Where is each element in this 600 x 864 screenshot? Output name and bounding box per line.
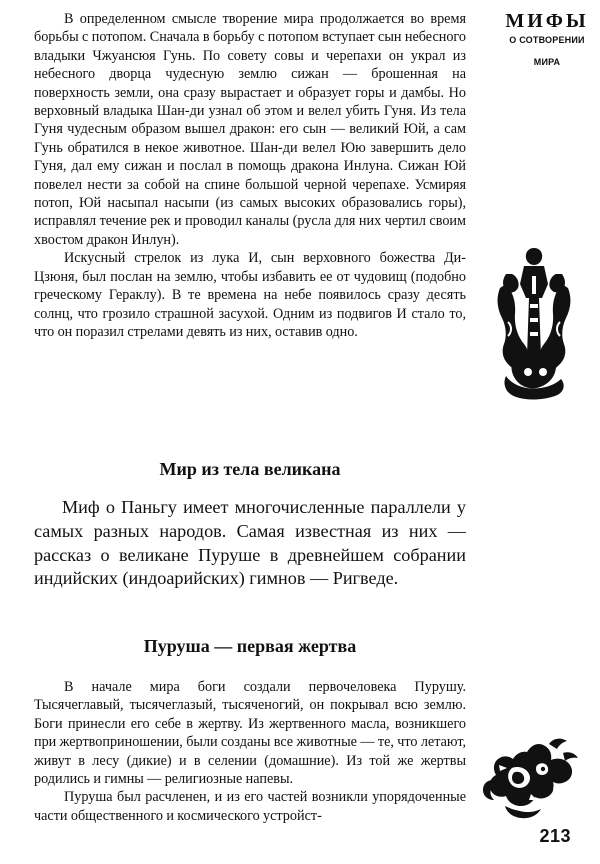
section-2-paragraph-1: В начале мира боги создали первочеловека Пурушу. Тысячеглавый, тысячеглазый, тысяченогий, он покрывал всю землю. Боги принесли его себе в жертву. Из жертвенного масла, возникшего при жертвоприношении, были созданы все животные — те, что летают, живут в лесу (дикие) и в селении (домашние). Из той же жертвы родились и гимны — религиозные напевы. <box>34 679 466 788</box>
intro-block <box>34 10 466 341</box>
section-heading-purusha: Пуруша — первая жертва <box>143 636 357 656</box>
running-header-subtitle: О СОТВОРЕНИИ <box>509 35 585 45</box>
section-2-paragraph-2: Пуруша был расчленен, и из его частей возникли упорядоченные части общественного и космического устройст- <box>34 789 466 824</box>
intro-text <box>34 10 466 341</box>
running-header-title: МИФЫ <box>505 10 589 32</box>
intro-paragraph-2: Искусный стрелок из лука И, сын верховного божества Ди-Цзюня, был послан на землю, чтобы избавить ее от чудовищ (подобно греческому Гераклу). В те времена на небе появилось сразу десять солнц, что грозило страшной засухой. Одним из подвигов И стало то, что он поразил стрелами девять из них, оставив одно. <box>34 250 466 340</box>
dragon-icon <box>481 734 581 820</box>
intro-paragraph-1: В определенном смысле творение мира продолжается во время борьбы с потопом. Сначала в борьбу с потопом вступает сын небесного владыки Чжуансюя Гунь. По совету совы и черепахи он украл из небесного дворца чудесную землю сижан — брошенная на поверхность земли, она сразу вырастает и образует горы и дамбы. Но верховный владыка Шан-ди узнал об этом и велел убить Гуня. Из тела Гуня чудесным образом вышел дракон: его сын — великий Юй, а сам Гунь обратился в некое животное. Шан-ди велел Юю завершить дело Гуня, дал ему сижан и послал в помощь дракона Инлуна. Сижан Юй повелел нести за собой на спине большой черной черепахе. Усмиряя потоп, Юй насыпал насыпи (из самых высоких образовались горы), исправлял течение рек и проводил каналы (русла для них чертил своим хвостом дракон Инлун). <box>34 11 466 248</box>
section-2-text <box>34 678 466 825</box>
section-1-lead-block <box>34 496 466 591</box>
ritual-figure-icon <box>488 240 580 402</box>
page-number: 213 <box>539 826 571 846</box>
running-header <box>502 10 592 68</box>
running-header-subtitle-2: МИРА <box>533 57 561 67</box>
section-1-lead: Миф о Паньгу имеет многочисленные параллели у самых разных народов. Самая известная из них — рассказ о великане Пуруше в древнейшем собрании индийских (индоарийских) гимнов — Ригведе. <box>34 497 466 589</box>
section-heading-giant: Мир из тела великана <box>159 459 341 479</box>
